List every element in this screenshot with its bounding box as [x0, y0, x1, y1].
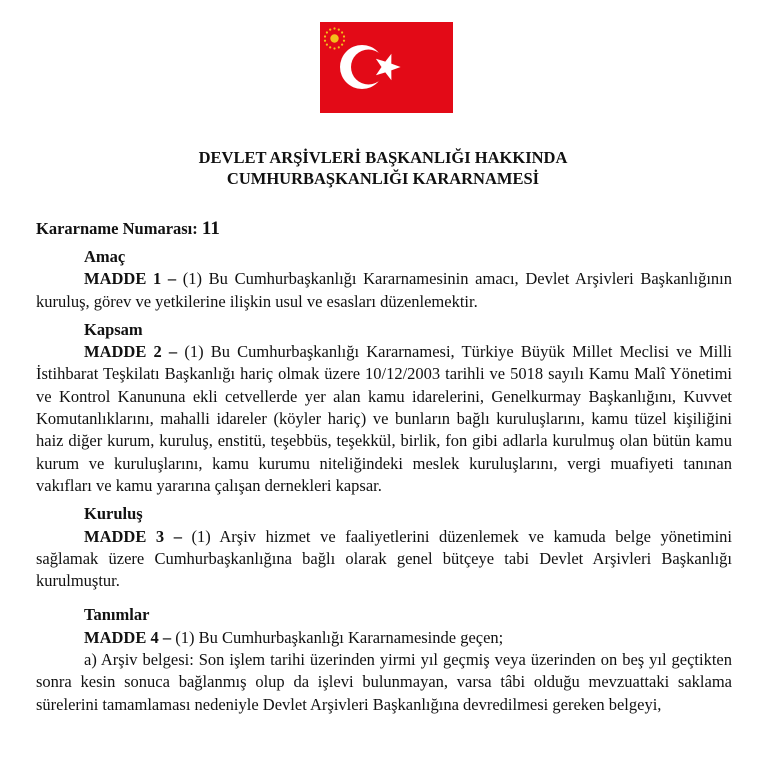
document-title [0, 147, 766, 189]
section-heading-kurulus: Kuruluş [84, 504, 143, 524]
section-heading-kapsam: Kapsam [84, 319, 143, 339]
article-2-label: MADDE 2 – [84, 342, 178, 362]
article-4-item-a: a) Arşiv belgesi: Son işlem tarihi üzerinden yirmi yıl geçmiş veya üzerinden on beş yıl geçtikten sonra kesin sonuca bağlanmış olup da işlevi bulunmayan, varsa tâbi olduğu mevzuattaki saklama sürelerini tamamlaması nedeniyle Devlet Arşivleri Başkanlığına devredilmesi gereken belgeyi, [36, 650, 732, 714]
document-body [36, 246, 732, 716]
article-3-text: (1) Arşiv hizmet ve faaliyetlerini düzenlemek ve kamuda belge yönetimini sağlamak üzere Cumhurbaşkanlığına bağlı olarak genel bütçeye tabi Devlet Arşivleri Başkanlığı kurulmuştur. [36, 526, 733, 591]
decree-number-value: 11 [201, 218, 220, 239]
article-2 [36, 341, 732, 497]
article-3-label: MADDE 3 – [84, 526, 182, 546]
article-2-text: (1) Bu Cumhurbaşkanlığı Kararnamesi, Türkiye Büyük Millet Meclisi ve Milli İstihbarat Teşkilatı Başkanlığı hariç olmak üzere 10/12/2003 tarihli ve 5018 sayılı Kamu Malî Yönetimi ve Kontrol Kanununa ekli cetvellerde yer alan kamu idarelerini, Genelkurmay Başkanlığını, Kuvvet Komutanlıklarını, mahalli idareler (köyler hariç) ve bunların bağlı kuruluşlarını, kamu tüzel kişiliğini haiz diğer kurum, kuruluş, enstitü, teşebbüs, teşekkül, birlik, fon gibi adlarla kurulmuş olan bütün kamu kurum ve kuruluşlarını, kamu kurumu niteliğindeki meslek kuruluşlarını, vergi muafiyeti tanınan vakıfları ve kamu yararına çalışan dernekleri kapsar. [36, 342, 732, 495]
section-heading-amac: Amaç [84, 247, 126, 266]
article-3 [36, 526, 732, 593]
article-1-label: MADDE 1 – [84, 269, 177, 289]
article-1 [36, 268, 732, 313]
article-4-label: MADDE 4 – [84, 627, 172, 647]
title-line-1: DEVLET ARŞİVLERİ BAŞKANLIĞI HAKKINDA [198, 148, 568, 167]
title-line-2: CUMHURBAŞKANLIĞI KARARNAMESİ [226, 169, 540, 188]
article-4 [36, 627, 732, 649]
article-1-text: (1) Bu Cumhurbaşkanlığı Kararnamesinin amacı, Devlet Arşivleri Başkanlığının kuruluş, görev ve yetkilerine ilişkin usul ve esasları düzenlemektir. [36, 269, 733, 311]
turkish-flag-icon [320, 22, 453, 113]
section-heading-tanimlar: Tanımlar [84, 605, 150, 625]
decree-number-label: Kararname Numarası: [36, 219, 198, 238]
decree-number [36, 218, 220, 240]
crescent-inner [351, 50, 386, 85]
article-4-text: (1) Bu Cumhurbaşkanlığı Kararnamesinde geçen; [171, 627, 504, 647]
